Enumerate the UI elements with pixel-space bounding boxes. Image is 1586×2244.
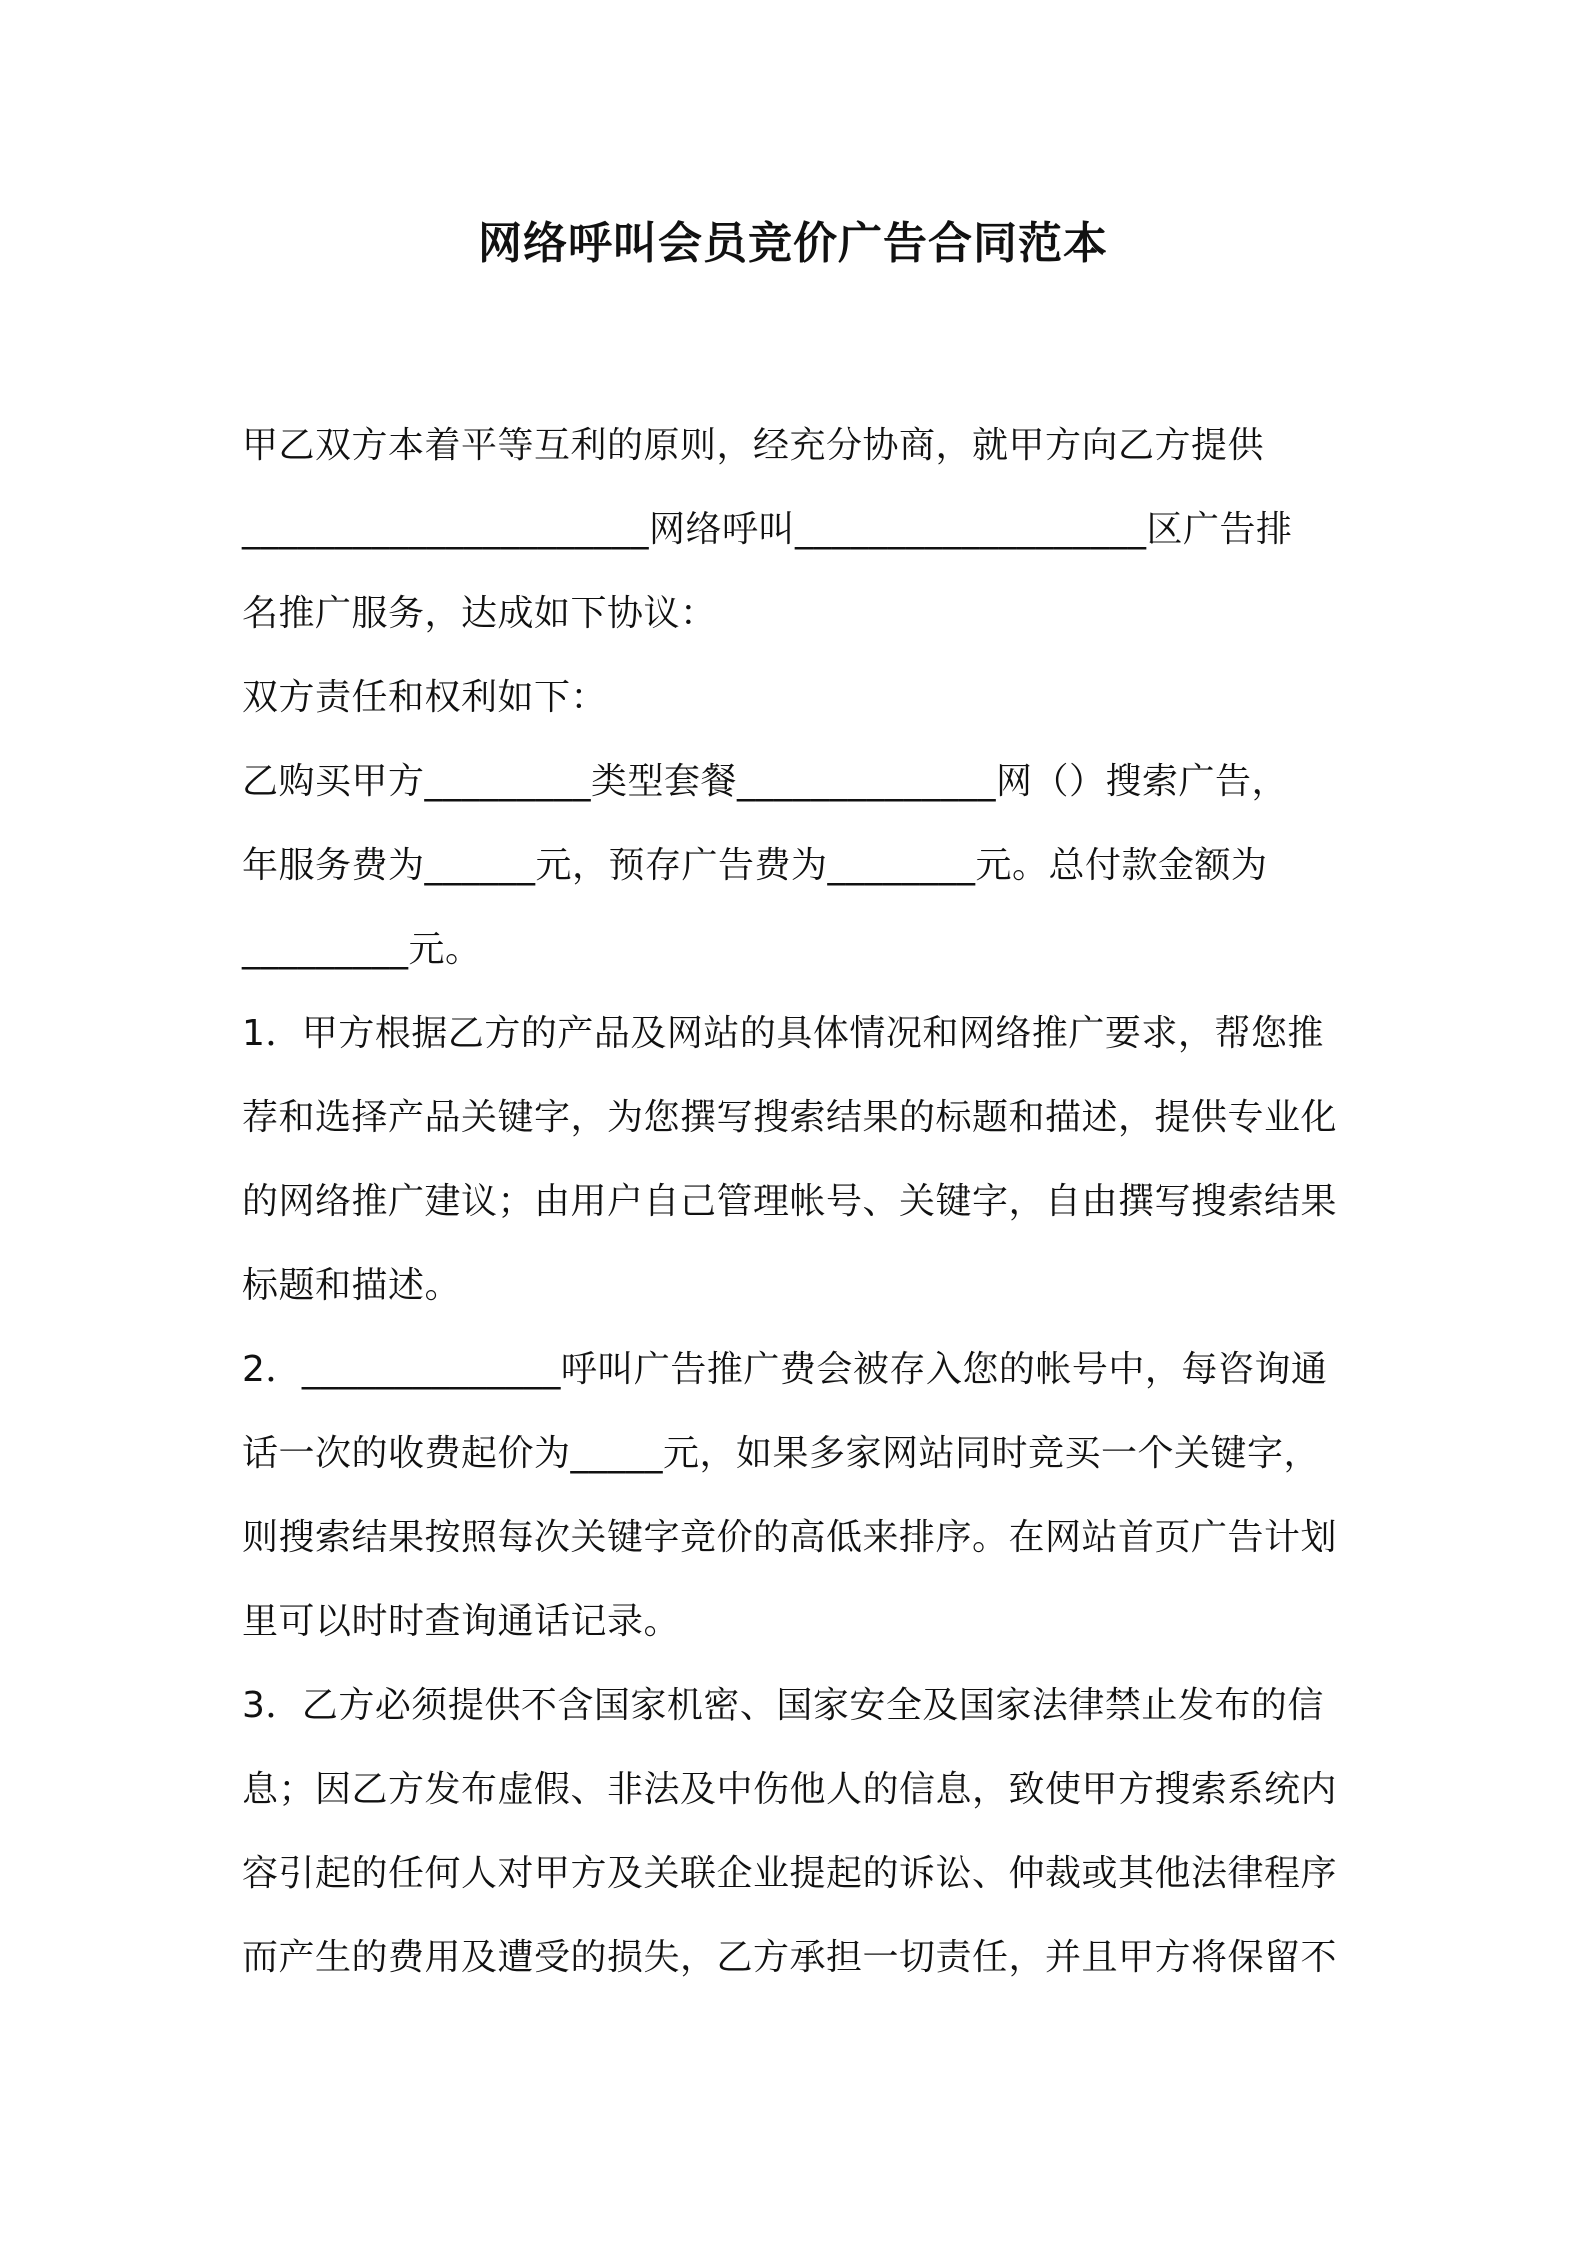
document-title: 网络呼叫会员竞价广告合同范本 [478,218,1108,269]
clause-3-line: 3．乙方必须提供不含国家机密、国家安全及国家法律禁止发布的信 [242,1685,1324,1726]
text-line: _________元。 [242,929,482,970]
clause-1-line: 标题和描述。 [242,1265,462,1306]
clause-2-line: 则搜索结果按照每次关键字竞价的高低来排序。在网站首页广告计划 [242,1517,1338,1558]
clause-2-line: 里可以时时查询通话记录。 [242,1601,681,1642]
clause-3-line: 息；因乙方发布虚假、非法及中伤他人的信息，致使甲方搜索系统内 [242,1769,1338,1810]
text-line: 名推广服务，达成如下协议： [242,593,717,634]
text-line: 甲乙双方本着平等互利的原则，经充分协商，就甲方向乙方提供 [242,425,1265,466]
document-body [242,404,1362,2000]
text-line: ______________________网络呼叫___________________区广告排 [242,509,1293,550]
clause-2-line: 话一次的收费起价为_____元，如果多家网站同时竞买一个关键字， [242,1433,1321,1474]
clause-2-line: 2．______________呼叫广告推广费会被存入您的帐号中，每咨询通 [242,1349,1328,1390]
text-line: 年服务费为______元，预存广告费为________元。总付款金额为 [242,845,1268,886]
clause-1-line: 荐和选择产品关键字，为您撰写搜索结果的标题和描述，提供专业化 [242,1097,1338,1138]
clause-3-line: 容引起的任何人对甲方及关联企业提起的诉讼、仲裁或其他法律程序 [242,1853,1338,1894]
text-line: 乙购买甲方_________类型套餐______________网（）搜索广告， [242,761,1289,802]
clause-1-line: 的网络推广建议；由用户自己管理帐号、关键字，自由撰写搜索结果 [242,1181,1338,1222]
clause-1-line: 1．甲方根据乙方的产品及网站的具体情况和网络推广要求，帮您推 [242,1013,1324,1054]
clause-3-line: 而产生的费用及遭受的损失，乙方承担一切责任，并且甲方将保留不 [242,1937,1338,1978]
text-line: 双方责任和权利如下： [242,677,608,718]
